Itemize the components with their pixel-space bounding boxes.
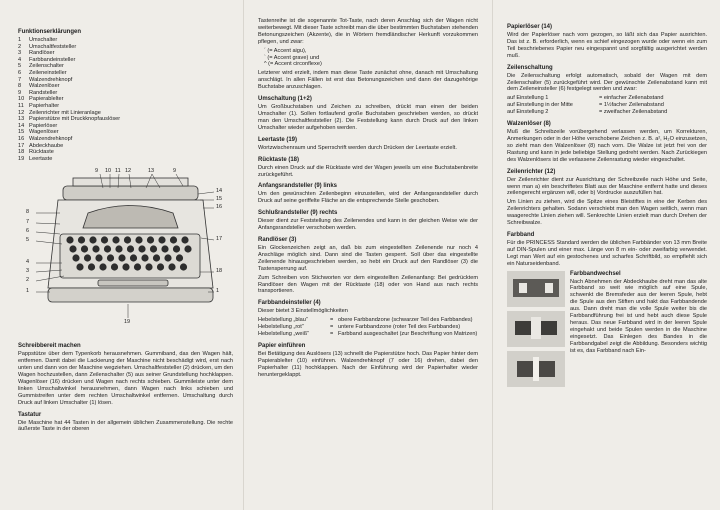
- section-heading: Papier einführen: [258, 343, 306, 349]
- functions-list: [18, 37, 233, 162]
- callout-label: 11: [115, 168, 121, 175]
- key-icon: [147, 237, 154, 244]
- section-heading: Randlöser (3): [258, 237, 297, 244]
- paragraph: Nach Abnehmen der Abdeckhaube dreht man das alte Farbband so weit wie möglich auf eine Spule, schwenkt die Bremsfeder aus der leeren Spule, hebt die Spule aus den Stiften und hakt das Farbbandende aus. Dann dreht man die volle Spule weiter bis die Farbbandführung frei ist und hebt auch diese Spule heraus. Das neue Farbband wird in der leeren Spule eingehakt und beide Spulen werden in die Maschine eingesetzt. Das Einlegen des Bandes in die Farbbandgabel zeigt die Abbildung. Besonders wichtig ist es, das Farbband nach Ein-: [570, 278, 707, 354]
- key-icon: [101, 237, 108, 244]
- paragraph: Durch einen Druck auf die Rücktaste wird der Wagen jeweils um eine Buchstabenbreite zurückgeführt.: [258, 164, 478, 178]
- section-heading: Farbbandeinsteller (4): [258, 300, 321, 307]
- key-icon: [99, 264, 106, 271]
- paragraph: Bei Betätigung des Auslösers (13) schnellt die Papierstütze hoch. Das Papier hinter dem Papierablelter (10) einführen. Walzendrehknopf (7 oder 16) drehen, dabei den Papierhalter (11) hochklappen. Nach der Einführung wird der Papierhalter wieder heruntergeklappt.: [258, 351, 478, 378]
- key-icon: [134, 264, 141, 271]
- typewriter-illustration: [18, 168, 233, 338]
- key-icon: [66, 237, 73, 244]
- callout-label: 14: [216, 188, 223, 195]
- key-icon: [168, 264, 175, 271]
- paragraph: Der Zeilenrichter dient zur Ausrichtung der Schreibzeile nach Höhe und Seite, wenn man a) ein beschriftetes Blatt aus der Maschine entfernt hatte und dieses zeilengerecht ergänzen will, oder b) Vordrucke auszufüllen hat.: [507, 176, 707, 197]
- section-heading: Walzenlöser (8): [507, 121, 551, 128]
- key-icon: [170, 237, 177, 244]
- paragraph: Ein Glockenzeichen zeigt an, daß bis zum eingestellten Zeilenende nur noch 4 Anschläge möglich sind. Dann sind die Tasten gesperrt. Soll über das eingestellte Zeilenende hinausgeschrieben werden, so hebt ein Druck auf den Randlöser (3) die Tastensperrung auf.: [258, 245, 478, 272]
- paragraph: Letzterer wird erzielt, indem man diese Taste zunächst ohne, danach mit Umschaltung anschlägt. In allen Fällen ist erst das Betonungszeichen und dann der dazugehörige Buchstabe anzuschlagen.: [258, 70, 478, 91]
- section-heading: Farbband: [507, 231, 535, 238]
- paragraph: Tastenreihe ist die sogenannte Tot-Taste, nach deren Anschlag sich der Wagen nicht weiterbewegt. Mit dieser Taste schreibt man die über bestimmten Buchstaben stehenden Betonungszeichen (Akzente), die in Wörtern fremdländischer Herkunft vorzukommen pflegen, und zwar:: [258, 18, 478, 45]
- paragraph: Um Linien zu ziehen, wird die Spitze eines Bleistiftes in eine der Kerben des Zeilenrichters gehalten. Sodann verschiebt man den Wagen seitlich, wenn man waagerechte Linien ziehen will. Senkrechte Linien erzielt man durch Drehen der Schreibwalze.: [507, 199, 707, 227]
- key-icon: [118, 255, 125, 262]
- key-icon: [115, 246, 122, 253]
- callout-label: 6: [26, 228, 30, 235]
- ribbon-change-section: [507, 271, 707, 391]
- key-icon: [135, 237, 142, 244]
- key-icon: [76, 264, 83, 271]
- key-icon: [122, 264, 129, 271]
- key-icon: [92, 246, 99, 253]
- key-icon: [164, 255, 171, 262]
- paragraph: Die Maschine hat 44 Tasten in der allgemein üblichen Zusammenstellung. Die rechte äußerste Taste in der oberen: [18, 419, 233, 433]
- ribbon-illustration: [507, 271, 565, 389]
- key-icon: [173, 246, 180, 253]
- key-icon: [138, 246, 145, 253]
- ribbon-spool-illustration: [507, 271, 565, 389]
- section-heading: Schlußrandsteller (9) rechts: [258, 210, 338, 217]
- line-spacing-table: [507, 95, 707, 116]
- callout-label: 7: [26, 219, 30, 226]
- callout-label: 9: [95, 168, 99, 175]
- list-item: 11 Papierhalter: [18, 102, 60, 109]
- paragraph: Pappstütze über dem Typenkorb herausnehmen. Gummiband, das den Wagen hält, entfernen. Damit dabei die Lackierung der Maschine nicht beschädigt wird, erst nach unten und dann von der Maschine wegziehen. Umschaltfeststeller (2) drücken, um den Wagen hochzustellen, dann Zeilenschalter (5) aus seiner Grundstellung hochklappen. Wagenlöser (16) drücken und Wagen nach rechts schieben. Gummileiste unter dem linken Umschaltwinkel herausnehmen, dann Wagen nach links schieben und Gummistreifen unter dem rechten Umschaltwinkel entfernen. Umschaltung durch Druck auf linken Umschalter (1) lösen.: [18, 351, 233, 406]
- column-right: [507, 24, 707, 391]
- callout-label: 9: [173, 168, 177, 175]
- paragraph: Für die PRINCESS Standard werden die üblichen Farbbänder von 13 mm Breite auf DIN-Spulen und einer max. Länge von 8 m ein- oder zweifarbig verwendet. Legt man Wert auf ein gestochenes und scharfes Schriftbild, so empfiehlt sich ein Naturseidenband.: [507, 239, 707, 267]
- key-icon: [161, 246, 168, 253]
- list-item: 19 Leertaste: [18, 155, 53, 162]
- fold-line: [243, 0, 244, 510]
- key-icon: [176, 255, 183, 262]
- key-icon: [124, 237, 131, 244]
- key-icon: [89, 237, 96, 244]
- column-left: [18, 24, 233, 435]
- list-item: ´ (= Accent aigu),: [264, 47, 307, 54]
- list-item: 8 Walzenlöser: [18, 83, 60, 90]
- callout-label: 1: [26, 288, 30, 295]
- accent-list: [264, 48, 478, 69]
- list-item: 1 Umschalter: [18, 37, 58, 43]
- callout-label: 17: [216, 236, 223, 243]
- list-item: 3 Randlöser: [18, 50, 55, 57]
- key-icon: [158, 237, 165, 244]
- key-icon: [84, 255, 91, 262]
- list-item: 6 Zeileneinsteller: [18, 69, 67, 76]
- typewriter-diagram: [18, 168, 233, 338]
- callout-label: 13: [148, 168, 155, 175]
- key-icon: [104, 246, 111, 253]
- key-icon: [127, 246, 134, 253]
- list-item: ` (= Accent grave) und: [264, 54, 320, 61]
- table-row: auf Einstellung 2 = zweifacher Zeilenabstand: [507, 109, 668, 116]
- key-icon: [145, 264, 152, 271]
- callout-label: 10: [105, 168, 112, 175]
- section-heading: Schreibbereit machen: [18, 343, 81, 350]
- key-icon: [130, 255, 137, 262]
- callout-label: 12: [125, 168, 132, 175]
- key-icon: [78, 237, 85, 244]
- section-heading: Zeilenschaltung: [507, 64, 553, 71]
- section-heading: Leertaste (19): [258, 136, 298, 143]
- list-item: 7 Walzendrehknopf: [18, 76, 73, 83]
- callout-label: 4: [26, 259, 30, 266]
- table-row: Hebelstellung „blau“ = obere Farbbandzone (schwarzer Teil des Farbbandes): [258, 317, 473, 324]
- callout-label: 1: [216, 288, 220, 295]
- fold-line: [492, 0, 493, 510]
- key-icon: [157, 264, 164, 271]
- list-item: 4 Farbbandeinsteller: [18, 56, 76, 63]
- paragraph: Zum Schreiben von Stichworten vor dem eingestellten Zeilenanfang: Bei gedrücktem Randlöser den Wagen mit der Rücktaste (18) oder von Hand aus nach rechts transportieren.: [258, 274, 478, 295]
- list-item: 10 Papierablelter: [18, 96, 64, 103]
- callout-label: 3: [26, 268, 30, 275]
- callout-label: 8: [26, 209, 30, 216]
- key-icon: [180, 264, 187, 271]
- table-row: Hebelstellung „weiß“ = Farbband ausgeschaltet (zur Beschriftung von Matrizen): [258, 331, 478, 338]
- section-heading: Anfangsrandsteller (9) links: [258, 183, 338, 190]
- key-icon: [72, 255, 79, 262]
- list-item: 5 Zeilenschalter: [18, 63, 64, 70]
- paragraph: Um Großbuchstaben und Zeichen zu schreiben, drückt man einen der beiden Umschalter (1). Sollen fortlaufend große Buchstaben geschrieben werden, so drückt man den Umschaltfeststeller (2). Die Feststellung kann durch Druck auf den linken Umschalter wieder aufgehoben werden.: [258, 104, 478, 131]
- functions-heading: Funktionserklärungen: [18, 29, 82, 35]
- paragraph: Dieser bietet 3 Einstellmöglichkeiten: [258, 308, 348, 315]
- paragraph: Die Zeilenschaltung erfolgt automatisch, sobald der Wagen mit dem Zeilenschalter (5) zurückgeführt wird. Der gewünschte Zeilenabstand kann mit dem Zeileneinsteller (6) festgelegt werden und zwar:: [507, 72, 707, 93]
- key-icon: [111, 264, 118, 271]
- ribbon-settings-table: [258, 317, 478, 338]
- paragraph: Muß die Schreibzeile vorübergehend verlassen werden, um Korrekturen, Anmerkungen oder in der Höhe verschobene Zeichen z. B. a², H₂O einzusetzen, so zieht man den Walzenlöser (8) nach vorn. Die Walze ist jetzt frei von der Rastung und kann in jede beliebige Stellung gedreht werden. Nach Zurückiegen des Walzenlösers ist die verlassene Zeilenrastung wieder eingeschaltet.: [507, 129, 707, 163]
- callout-label: 2: [26, 277, 30, 284]
- key-icon: [95, 255, 102, 262]
- table-row: auf Einstellung 1 = einfacher Zeilenabstand: [507, 95, 664, 102]
- key-icon: [107, 255, 114, 262]
- paragraph: Wird der Papierlöser nach vorn gezogen, so läßt sich das Papier ausrichten. Das ist z. B. erforderlich, wenn es schief eingezogen wurde oder wenn ein zum Teil beschriebenes Papier neu eingespannt und sorgfältig ausgerichtet werden muß.: [507, 32, 707, 59]
- key-icon: [81, 246, 88, 253]
- list-item: 14 Papierlöser: [18, 122, 58, 129]
- list-item: 12 Zeilenrichter mit Linieranlage: [18, 109, 101, 116]
- table-row: auf Einstellung in der Mitte = 1½facher Zeilenabstand: [507, 102, 664, 109]
- paragraph: Dieser dient zur Feststellung des Zeilenendes und kann in der gleichen Weise wie der Anfangsrandsteller verschoben werden.: [258, 218, 478, 232]
- list-item: ^ (= Accent circonflexe): [264, 61, 322, 68]
- section-heading: Rücktaste (18): [258, 156, 300, 163]
- list-item: 2 Umschaltfeststeller: [18, 43, 77, 50]
- section-heading: Zeilenrichter (12): [507, 168, 556, 175]
- callout-label: 15: [216, 196, 223, 203]
- key-icon: [88, 264, 95, 271]
- key-icon: [181, 237, 188, 244]
- key-icon: [112, 237, 119, 244]
- section-heading: Umschaltung (1+2): [258, 96, 312, 103]
- list-item: 15 Wagenlöser: [18, 129, 59, 136]
- section-heading: Farbbandwechsel: [570, 270, 621, 277]
- key-icon: [69, 246, 76, 253]
- callout-label: 19: [124, 319, 131, 326]
- callout-label: 16: [216, 204, 223, 211]
- list-item: 13 Papierstütze mit Druckknopfauslöser: [18, 116, 121, 123]
- callout-label: 18: [216, 268, 223, 275]
- paragraph: Wortzwischenraum und Sperrschrift werden durch Drücken der Leertaste erzielt.: [258, 144, 457, 151]
- list-item: 16 Walzendrehknopf: [18, 135, 73, 142]
- paragraph: Um den gewünschten Zeilenbeginn einzustellen, wird der Anfangsrandsteller durch Druck auf seine geriffelte Fläche an die entsprechende Stelle geschoben.: [258, 191, 478, 205]
- list-item: 9 Randsteller: [18, 89, 58, 96]
- key-icon: [153, 255, 160, 262]
- key-icon: [184, 246, 191, 253]
- section-heading: Papierlöser (14): [507, 24, 553, 30]
- key-icon: [141, 255, 148, 262]
- column-middle: [258, 18, 478, 381]
- callout-label: 5: [26, 237, 30, 244]
- key-icon: [150, 246, 157, 253]
- section-heading: Tastatur: [18, 411, 42, 418]
- list-item: 17 Abdeckhaube: [18, 142, 64, 149]
- table-row: Hebelstellung „rot“ = untere Farbbandzone (roter Teil des Farbbandes): [258, 324, 461, 331]
- list-item: 18 Rücktaste: [18, 149, 54, 156]
